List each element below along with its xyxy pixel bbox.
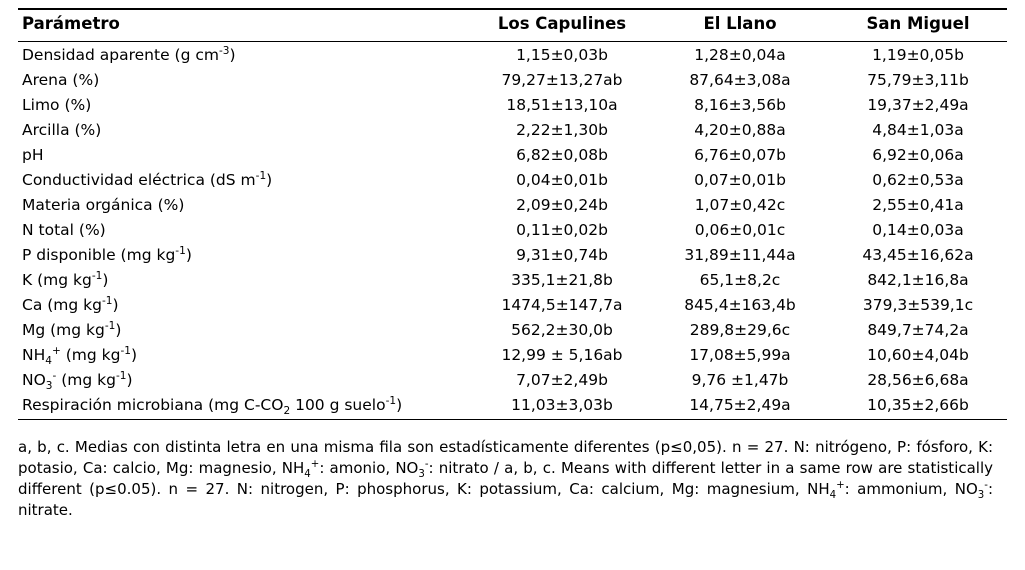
parameter-text-end: ) xyxy=(229,45,236,64)
table-row xyxy=(18,92,1007,117)
value-cell: 14,75±2,49a xyxy=(689,395,791,414)
value-cell: 2,09±0,24b xyxy=(516,195,608,214)
parameter-text-end: ) xyxy=(130,345,138,364)
parameter-cell xyxy=(18,67,473,92)
parameter-text: Ca (mg kg xyxy=(22,295,102,314)
table-row xyxy=(18,217,1007,242)
footnote-seg-5: : nitrate. xyxy=(18,480,993,520)
parameter-text-end: ) xyxy=(102,270,109,289)
table-row xyxy=(18,317,1007,342)
parameter-exponent: -1 xyxy=(91,269,103,282)
parameter-exponent: -3 xyxy=(218,44,230,57)
value-cell: 0,06±0,01c xyxy=(694,220,786,239)
value-cell: 379,3±539,1c xyxy=(862,295,974,314)
column-header-los-capulines: Los Capulines xyxy=(473,9,651,42)
value-cell: 845,4±163,4b xyxy=(684,295,796,314)
value-cell: 4,20±0,88a xyxy=(694,120,786,139)
footnote-seg-4: : ammonium, NO xyxy=(844,480,978,499)
parameter-text: Limo (%) xyxy=(22,95,92,114)
parameter-text: N total (%) xyxy=(22,220,106,239)
value-cell: 17,08±5,99a xyxy=(689,345,791,364)
column-header-san-miguel: San Miguel xyxy=(829,9,1007,42)
column-header-parametro: Parámetro xyxy=(18,9,473,42)
value-cell: 8,16±3,56b xyxy=(694,95,786,114)
value-cell: 0,14±0,03a xyxy=(872,220,964,239)
table-row xyxy=(18,142,1007,167)
parameter-cell xyxy=(18,392,473,419)
value-cell: 335,1±21,8b xyxy=(511,270,613,289)
parameter-text-end: ) xyxy=(126,370,133,389)
footnote-seg-1: a, b, c. Medias con distinta letra en una misma fila son estadísticamente diferentes (p≤0,05). n = 27. N: nitrógeno, P: fósforo, K: potasio, Ca: calcio, Mg: magnesio, NH xyxy=(18,437,993,477)
parameter-cell xyxy=(18,142,473,167)
parameter-exponent: -1 xyxy=(255,169,267,182)
parameter-text: Respiración microbiana (mg C-CO xyxy=(22,395,284,414)
parameter-cell xyxy=(18,367,473,392)
parameter-subscript: 2 xyxy=(283,404,291,417)
value-cell: 1,07±0,42c xyxy=(694,195,786,214)
table-footnote xyxy=(18,437,993,522)
value-cell: 10,60±4,04b xyxy=(867,345,969,364)
value-cell: 1474,5±147,7a xyxy=(501,295,623,314)
value-cell: 1,28±0,04a xyxy=(694,45,786,64)
parameter-text-mid: (mg kg xyxy=(56,370,116,389)
parameter-text-end: ) xyxy=(185,245,192,264)
table-row xyxy=(18,242,1007,267)
value-cell: 1,15±0,03b xyxy=(516,45,608,64)
parameter-cell xyxy=(18,267,473,292)
parameter-text-end: ) xyxy=(115,320,122,339)
value-cell: 79,27±13,27ab xyxy=(501,70,623,89)
parameter-text: pH xyxy=(22,145,44,164)
header-row xyxy=(18,9,1007,42)
value-cell: 12,99 ± 5,16ab xyxy=(501,345,623,364)
value-cell: 0,62±0,53a xyxy=(872,170,964,189)
value-cell: 10,35±2,66b xyxy=(867,395,969,414)
footnote-sup-4: - xyxy=(984,480,988,492)
parameter-text-end: ) xyxy=(396,395,403,414)
value-cell: 65,1±8,2c xyxy=(699,270,781,289)
parameter-cell xyxy=(18,217,473,242)
value-cell: 6,76±0,07b xyxy=(694,145,786,164)
footnote-sub-2: 3 xyxy=(418,468,425,480)
parameter-exponent: -1 xyxy=(385,394,397,407)
parameter-cell xyxy=(18,167,473,192)
value-cell: 9,31±0,74b xyxy=(516,245,608,264)
table-row xyxy=(18,67,1007,92)
parameter-exponent: -1 xyxy=(104,319,116,332)
parameter-subscript: 3 xyxy=(45,379,53,392)
parameter-cell xyxy=(18,192,473,217)
value-cell: 18,51±13,10a xyxy=(506,95,618,114)
parameter-text: Arena (%) xyxy=(22,70,100,89)
value-cell: 0,07±0,01b xyxy=(694,170,786,189)
parameter-cell xyxy=(18,292,473,317)
value-cell: 6,92±0,06a xyxy=(872,145,964,164)
value-cell: 4,84±1,03a xyxy=(872,120,964,139)
value-cell: 9,76 ±1,47b xyxy=(691,370,789,389)
parameter-text: NO xyxy=(22,370,46,389)
value-cell: 6,82±0,08b xyxy=(516,145,608,164)
value-cell: 1,19±0,05b xyxy=(872,45,964,64)
table-header xyxy=(18,9,1007,42)
footnote-sub-3: 4 xyxy=(829,490,837,502)
parameter-cell xyxy=(18,92,473,117)
table-row xyxy=(18,292,1007,317)
table-row xyxy=(18,342,1007,367)
value-cell: 11,03±3,03b xyxy=(511,395,613,414)
footnote-sub-4: 3 xyxy=(977,490,985,502)
value-cell: 75,79±3,11b xyxy=(867,70,969,89)
parameter-text: Arcilla (%) xyxy=(22,120,102,139)
parameter-exponent: -1 xyxy=(101,294,113,307)
value-cell: 289,8±29,6c xyxy=(689,320,791,339)
parameter-text: Densidad aparente (g cm xyxy=(22,45,219,64)
table-row xyxy=(18,392,1007,419)
table-row xyxy=(18,367,1007,392)
table-row xyxy=(18,42,1007,68)
parameter-text: Conductividad eléctrica (dS m xyxy=(22,170,256,189)
value-cell: 0,04±0,01b xyxy=(516,170,608,189)
table-body xyxy=(18,42,1007,419)
footnote-sub-1: 4 xyxy=(304,468,311,480)
parameter-exponent: -1 xyxy=(115,369,127,382)
parameter-cell xyxy=(18,242,473,267)
table-bottom-rule xyxy=(18,419,1007,420)
parameter-text: Materia orgánica (%) xyxy=(22,195,185,214)
parameter-text-mid: 100 g suelo xyxy=(290,395,386,414)
footnote-sup-2: - xyxy=(424,458,429,470)
parameter-exponent: -1 xyxy=(175,244,186,257)
value-cell: 842,1±16,8a xyxy=(867,270,969,289)
parameter-text-end: ) xyxy=(266,170,273,189)
column-header-el-llano: El Llano xyxy=(651,9,829,42)
parameter-cell xyxy=(18,42,473,68)
parameter-text: K (mg kg xyxy=(22,270,92,289)
parameter-exponent: -1 xyxy=(120,344,131,357)
value-cell: 43,45±16,62a xyxy=(862,245,974,264)
value-cell: 0,11±0,02b xyxy=(516,220,608,239)
value-cell: 849,7±74,2a xyxy=(867,320,969,339)
table-row xyxy=(18,267,1007,292)
parameter-charge: + xyxy=(51,344,61,357)
parameter-text-mid: (mg kg xyxy=(60,345,121,364)
value-cell: 28,56±6,68a xyxy=(867,370,969,389)
footnote-seg-3: : nitrato / a, b, c. Means with different letter in a same row are statistically different (p≤0.05). n = 27. N: nitrogen, P: phosphorus, K: potassium, Ca: calcium, Mg: magnesium, NH xyxy=(18,458,994,499)
value-cell: 2,55±0,41a xyxy=(872,195,964,214)
parameter-charge: - xyxy=(52,369,57,382)
soil-parameters-table xyxy=(18,8,1007,419)
parameter-text: P disponible (mg kg xyxy=(22,245,176,264)
table-row xyxy=(18,167,1007,192)
parameter-cell xyxy=(18,342,473,367)
table-row xyxy=(18,117,1007,142)
value-cell: 2,22±1,30b xyxy=(516,120,608,139)
value-cell: 31,89±11,44a xyxy=(684,245,796,264)
parameter-text-end: ) xyxy=(112,295,119,314)
table-row xyxy=(18,192,1007,217)
parameter-cell xyxy=(18,317,473,342)
value-cell: 562,2±30,0b xyxy=(511,320,613,339)
value-cell: 87,64±3,08a xyxy=(689,70,791,89)
parameter-cell xyxy=(18,117,473,142)
parameter-text: Mg (mg kg xyxy=(22,320,105,339)
value-cell: 7,07±2,49b xyxy=(516,370,608,389)
parameter-subscript: 4 xyxy=(45,354,52,367)
value-cell: 19,37±2,49a xyxy=(867,95,969,114)
footnote-seg-2: : amonio, NO xyxy=(319,458,419,477)
footnote-sup-1: + xyxy=(310,458,320,470)
parameter-text: NH xyxy=(22,345,46,364)
footnote-sup-3: + xyxy=(836,480,845,492)
